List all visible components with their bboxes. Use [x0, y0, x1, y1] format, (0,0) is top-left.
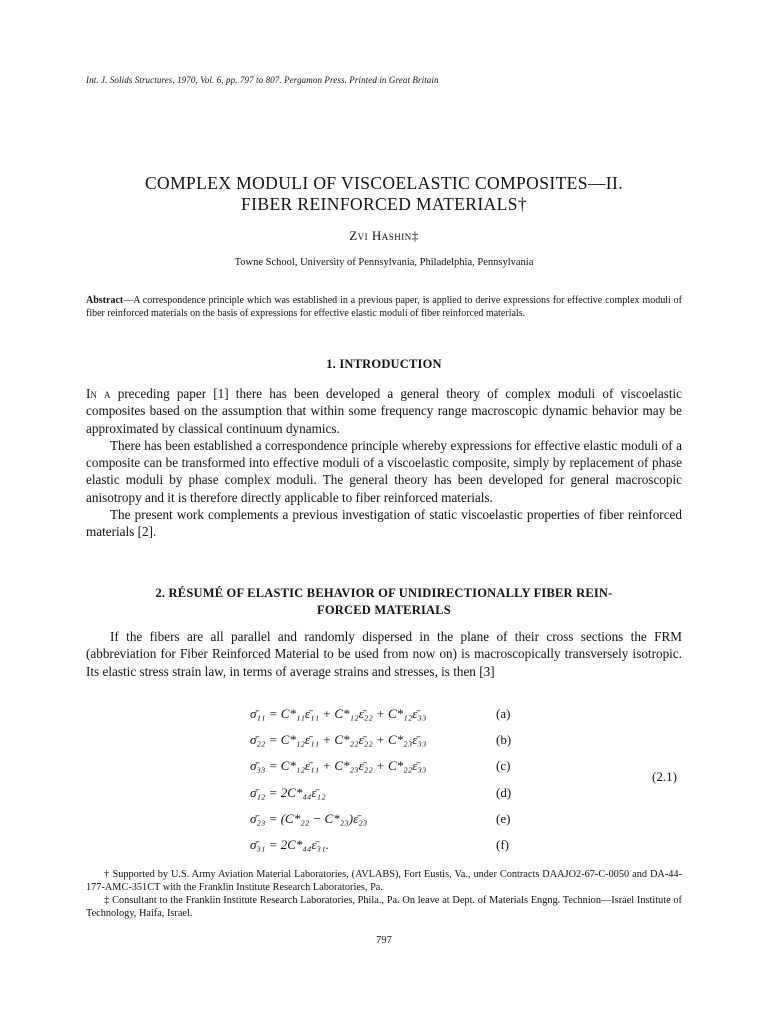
- intro-dropcap: In a: [86, 386, 111, 401]
- section-heading-resume: [86, 585, 682, 619]
- intro-paragraph-1: [86, 385, 682, 437]
- intro-paragraph-3: The present work complements a previous investigation of static viscoelastic properties of fiber reinforced materials [2].: [86, 507, 682, 540]
- abstract-text: —A correspondence principle which was established in a previous paper, is applied to derive expressions for effective complex moduli of fiber reinforced materials on the basis of expressions for effective elastic moduli of fiber reinforced materials.: [86, 295, 682, 319]
- equation-tag: (a): [496, 706, 511, 721]
- equation-text: σ̄₁₂ = 2C*₄₄ε̄₁₂: [250, 785, 326, 800]
- page-number: 797: [376, 935, 392, 946]
- equation-tag: (b): [496, 732, 512, 747]
- equation-tag: (d): [496, 785, 512, 800]
- equation-text: σ̄₁₁ = C*₁₁ε̄₁₁ + C*₁₂ε̄₂₂ + C*₁₂ε̄₃₃: [250, 706, 427, 721]
- footnotes: [86, 868, 682, 920]
- abstract-lead: Abstract: [86, 295, 124, 306]
- abstract: [86, 295, 682, 320]
- equation-tag: (f): [496, 837, 509, 852]
- equation-text: σ̄₂₃ = (C*₂₂ − C*₂₃)ε̄₂₃: [250, 811, 368, 826]
- footnote-2: ‡ Consultant to the Franklin Institute Research Laboratories, Phila., Pa. On leave at Dept. of Materials Engng. Technion—Israel Institute of Technology, Haifa, Israel.: [86, 895, 682, 919]
- section-heading-introduction: 1. INTRODUCTION: [326, 357, 442, 371]
- author-affiliation: Towne School, University of Pennsylvania, Philadelphia, Pennsylvania: [234, 257, 534, 268]
- equation-number: (2.1): [652, 769, 677, 784]
- equation-text: σ̄₂₂ = C*₁₂ε̄₁₁ + C*₂₂ε̄₂₂ + C*₂₃ε̄₃₃: [250, 732, 427, 747]
- paper-title: [0, 173, 768, 215]
- author-name: Zvi Hashin‡: [349, 228, 419, 243]
- equation-tag: (c): [496, 758, 511, 773]
- footnote-1: † Supported by U.S. Army Aviation Material Laboratories, (AVLABS), Fort Eustis, Va., under Contracts DAAJO2-67-C-0050 and DA-44-177-AMC-351CT with the Franklin Institute Research Laboratories, Pa.: [86, 869, 682, 893]
- introduction-body: [86, 385, 682, 541]
- intro-paragraph-2: There has been established a correspondence principle whereby expressions for effective elastic moduli of a composite can be transformed into effective moduli of a viscoelastic composite, simply by replacement of phase elastic moduli by phase complex moduli. The general theory has been developed for general macroscopic anisotropy and it is therefore directly applicable to fiber reinforced materials.: [86, 437, 682, 505]
- equation-text: σ̄₃₃ = C*₁₂ε̄₁₁ + C*₂₃ε̄₂₂ + C*₂₂ε̄₃₃: [250, 758, 427, 773]
- equation-text: σ̄₃₁ = 2C*₄₄ε̄₃₁.: [250, 837, 329, 852]
- equation-block: [250, 706, 682, 856]
- intro-paragraph-1-text: preceding paper [1] there has been developed a general theory of complex moduli of viscoelastic composites based on the assumption that within some frequency range macroscopic dynamic behavior may be approximated by classical continuum dynamics.: [86, 386, 683, 436]
- resume-body: [86, 628, 682, 680]
- title-line-1: COMPLEX MODULI OF VISCOELASTIC COMPOSITES—II.: [144, 173, 624, 193]
- resume-heading-line-1: 2. RÉSUMÉ OF ELASTIC BEHAVIOR OF UNIDIRECTIONALLY FIBER REIN-: [155, 586, 613, 600]
- resume-paragraph-1: If the fibers are all parallel and randomly dispersed in the plane of their cross sections the FRM (abbreviation for Fiber Reinforced Material to be used from now on) is macroscopically transversely isotropic. Its elastic stress strain law, in terms of average strains and stresses, is then [3]: [86, 629, 682, 679]
- title-line-2: FIBER REINFORCED MATERIALS†: [241, 194, 527, 214]
- equation-tag: (e): [496, 811, 511, 826]
- resume-heading-line-2: FORCED MATERIALS: [317, 603, 451, 617]
- journal-citation: Int. J. Solids Structures, 1970, Vol. 6, pp. 797 to 807. Pergamon Press. Printed in Great Britain: [86, 75, 439, 85]
